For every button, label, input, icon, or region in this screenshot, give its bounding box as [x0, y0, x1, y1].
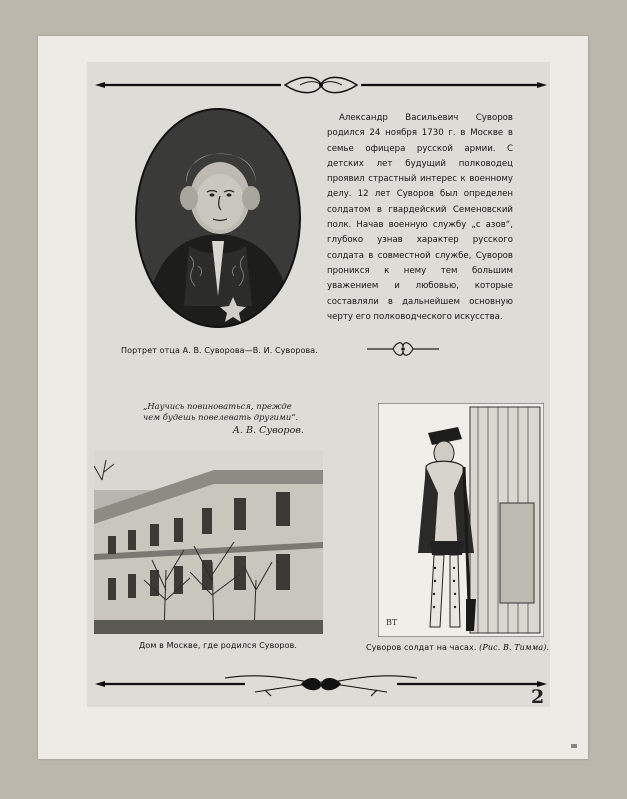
small-ornament: [365, 337, 441, 361]
top-decorative-rule: [95, 70, 547, 100]
svg-text:ВТ: ВТ: [386, 618, 398, 627]
soldier-caption-main: Суворов солдат на часах.: [366, 643, 477, 652]
portrait-caption: Портрет отца А. В. Суворова—В. И. Суворова.: [121, 346, 318, 355]
bottom-decorative-rule: [95, 670, 547, 700]
house-caption: Дом в Москве, где родился Суворов.: [139, 641, 298, 650]
biography-text: [327, 111, 513, 325]
quote-line-2: чем будешь повелевать другими“.: [143, 412, 299, 422]
house-photo: [94, 450, 323, 634]
quote-author: А. В. Суворов.: [232, 425, 304, 436]
quote-line-1: „Научись повиноваться, прежде: [143, 401, 292, 411]
corner-mark: [571, 744, 577, 748]
portrait-engraving: [134, 106, 302, 330]
soldier-caption: [366, 643, 549, 652]
soldier-caption-credit: (Рис. В. Тимма).: [479, 643, 550, 652]
page-number: 2: [531, 686, 545, 708]
biography-paragraph: Александр Васильевич Суворов родился 24 ноября 1730 г. в Москве в семье офицера русской армии. С детских лет будущий полководец проявил страстный интерес к военному делу. 12 лет Суворов был определен солдатом в гвардейский Семеновский полк. Начав военную службу „с азов“, глубоко узнав характер русского солдата в совместной службе, Суворов проникся к нему тем большим уважением и любовью, которые составляли в дальнейшем основную черту его полководческого искусства.: [327, 113, 513, 322]
suvorov-quote: [143, 401, 308, 436]
soldier-engraving: [378, 403, 544, 637]
